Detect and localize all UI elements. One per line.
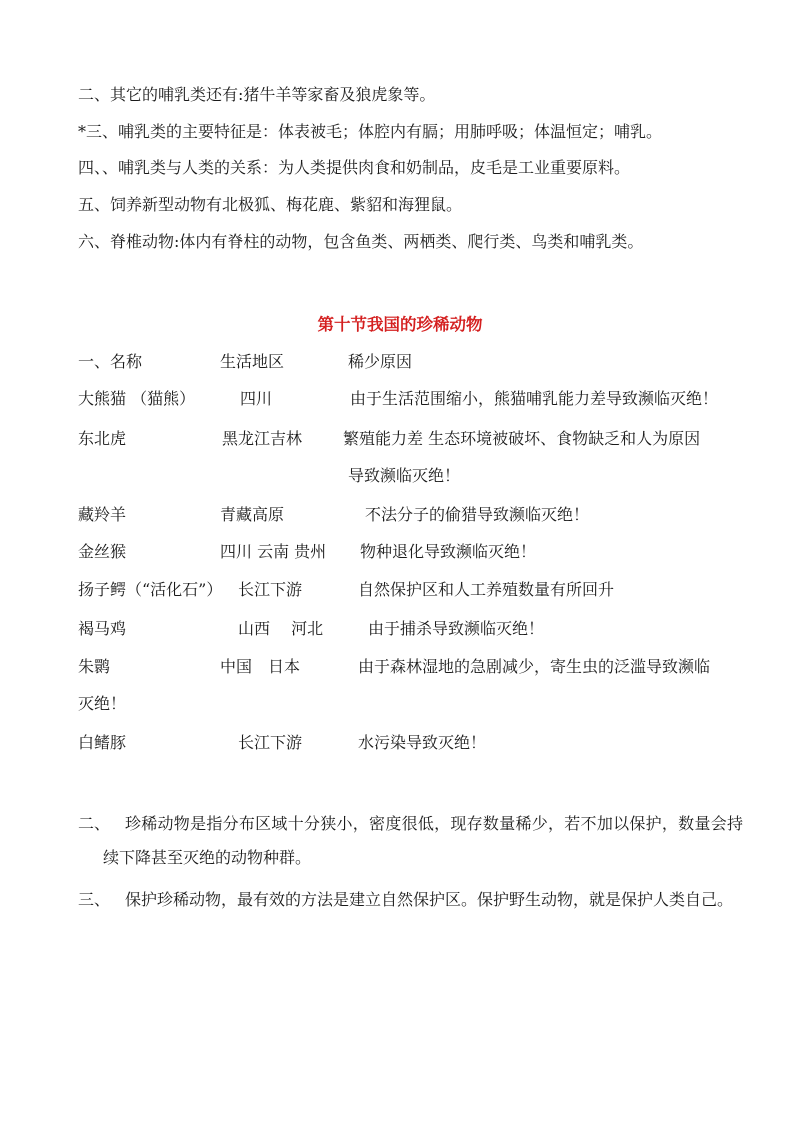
animal-reason-continued: 导致濒临灭绝！ bbox=[348, 466, 461, 485]
intro-line-5: 五、饲养新型动物有北极狐、梅花鹿、紫貂和海狸鼠。 bbox=[78, 195, 463, 214]
section-title: 第十节我国的珍稀动物 bbox=[317, 315, 483, 334]
animal-region: 长江下游 bbox=[238, 580, 303, 599]
animal-name: 藏羚羊 bbox=[78, 505, 127, 524]
animal-reason: 由于生活范围缩小，熊猫哺乳能力差导致濒临灭绝！ bbox=[350, 389, 719, 408]
animal-region: 四川 bbox=[240, 389, 273, 408]
animal-name: 扬子鳄（“活化石”） bbox=[78, 580, 223, 599]
animal-region: 长江下游 bbox=[238, 733, 303, 752]
point-text: 保护珍稀动物，最有效的方法是建立自然保护区。保护野生动物，就是保护人类自己。 bbox=[125, 890, 734, 909]
animal-reason: 自然保护区和人工养殖数量有所回升 bbox=[358, 580, 615, 599]
animal-reason: 繁殖能力差 生态环境被破坏、食物缺乏和人为原因 bbox=[343, 429, 701, 448]
intro-line-2: 二、其它的哺乳类还有:猪牛羊等家畜及狼虎象等。 bbox=[78, 85, 436, 104]
intro-line-6: 六、脊椎动物:体内有脊柱的动物，包含鱼类、两栖类、爬行类、鸟类和哺乳类。 bbox=[78, 232, 644, 251]
animal-region: 中国 日本 bbox=[220, 657, 301, 676]
animal-reason-continued: 灭绝！ bbox=[78, 694, 127, 713]
animal-region: 黑龙江吉林 bbox=[222, 429, 303, 448]
point-text: 珍稀动物是指分布区域十分狭小，密度很低，现存数量稀少，若不加以保护，数量会持续下降甚至灭绝的动物种群。 bbox=[103, 814, 743, 867]
point-number: 三、 bbox=[78, 890, 111, 909]
animal-reason: 物种退化导致濒临灭绝！ bbox=[360, 542, 537, 561]
animal-reason: 水污染导致灭绝！ bbox=[358, 733, 487, 752]
animal-reason: 由于森林湿地的急剧减少，寄生虫的泛滥导致濒临 bbox=[358, 657, 711, 676]
animal-region: 青藏高原 bbox=[220, 505, 285, 524]
point-number: 二、 bbox=[78, 814, 111, 833]
animal-name: 金丝猴 bbox=[78, 542, 127, 561]
animal-name: 褐马鸡 bbox=[78, 619, 127, 638]
header-reason: 稀少原因 bbox=[348, 352, 413, 371]
animal-name: 白鳍豚 bbox=[78, 733, 127, 752]
intro-line-3: *三、哺乳类的主要特征是：体表被毛；体腔内有膈；用肺呼吸；体温恒定；哺乳。 bbox=[78, 122, 663, 141]
animal-name: 大熊猫 （猫熊） bbox=[78, 389, 196, 408]
animal-reason: 不法分子的偷猎导致濒临灭绝！ bbox=[365, 505, 590, 524]
animal-reason: 由于捕杀导致濒临灭绝！ bbox=[368, 619, 545, 638]
animal-region: 四川 云南 贵州 bbox=[220, 542, 327, 561]
animal-region: 山西 河北 bbox=[238, 619, 324, 638]
header-name: 一、名称 bbox=[78, 352, 143, 371]
header-region: 生活地区 bbox=[220, 352, 285, 371]
animal-name: 朱鹮 bbox=[78, 657, 111, 676]
intro-line-4: 四、、哺乳类与人类的关系：为人类提供肉食和奶制品，皮毛是工业重要原料。 bbox=[78, 158, 631, 177]
animal-name: 东北虎 bbox=[78, 429, 127, 448]
